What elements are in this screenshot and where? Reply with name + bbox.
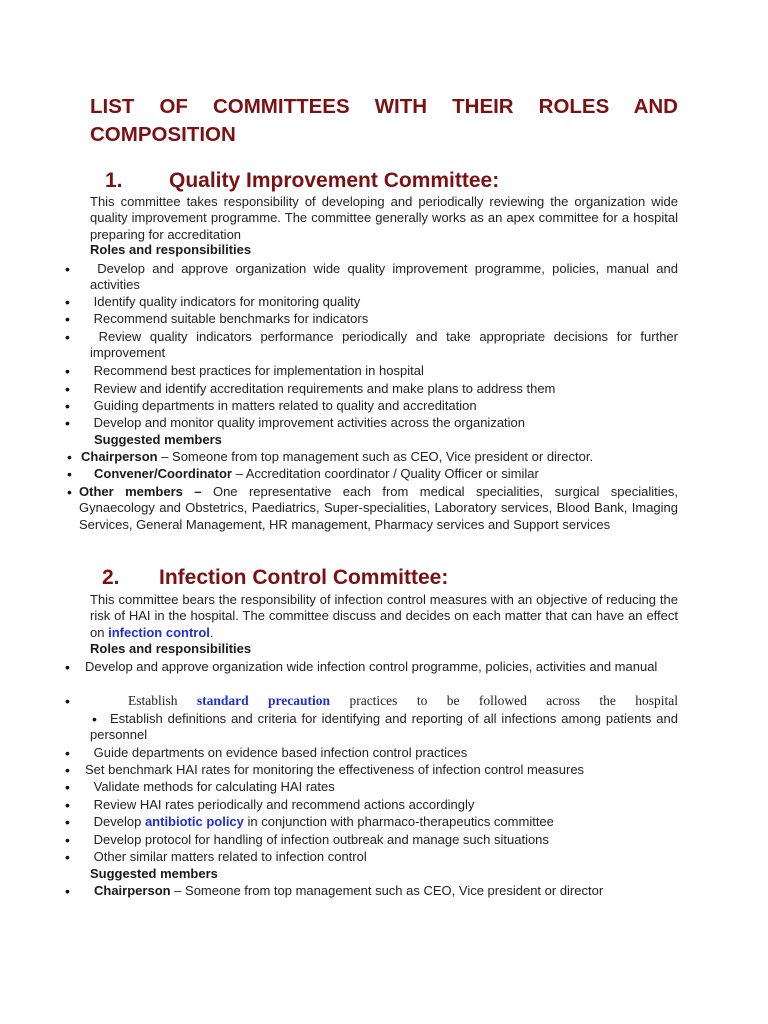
section-1-number: 1. xyxy=(105,169,123,192)
s2-role-1: Develop and approve organization wide infection control programme, policies, activities and manual xyxy=(85,659,658,674)
bullet: • xyxy=(67,466,72,482)
section-2-roles-heading: Roles and responsibilities xyxy=(90,641,252,656)
section-2-heading xyxy=(102,565,448,591)
s1-member-2-label: Convener/Coordinator xyxy=(94,466,232,481)
s1-role-2-text: Identify quality indicators for monitoring quality xyxy=(93,294,361,309)
s1-role-3 xyxy=(90,311,678,327)
bullet: • xyxy=(65,659,70,675)
s2-member-1-text: – Someone from top management such as CEO, Vice president or director xyxy=(170,883,604,898)
section-1-members-heading: Suggested members xyxy=(94,432,222,447)
section-1-intro: This committee takes responsibility of developing and periodically reviewing the organization wide quality improvement programme. The committee generally works as an apex committee for a hospital preparing for accreditation xyxy=(90,194,678,242)
s2-role-3: Establish definitions and criteria for identifying and reporting of all infections among patients and personnel xyxy=(90,711,678,743)
section-2-members-heading: Suggested members xyxy=(90,866,218,881)
s1-role-6-text: Review and identify accreditation requirements and make plans to address them xyxy=(93,381,556,396)
bullet: • xyxy=(65,797,70,813)
s2-role-10-text: Other similar matters related to infection control xyxy=(93,849,367,864)
s1-role-8 xyxy=(90,415,678,431)
s1-role-8-text: Develop and monitor quality improvement activities across the organization xyxy=(93,415,526,430)
bullet: • xyxy=(92,711,97,727)
s2-role-9 xyxy=(90,832,678,848)
s2-role-2-text-end: practices to be followed across the hospital xyxy=(330,693,678,708)
s2-role-5: Set benchmark HAI rates for monitoring the effectiveness of infection control measures xyxy=(85,762,585,777)
bullet: • xyxy=(65,814,70,830)
s2-role-6-text: Validate methods for calculating HAI rates xyxy=(93,779,335,794)
s1-member-1-text: – Someone from top management such as CEO, Vice president or director. xyxy=(157,449,594,464)
bullet: • xyxy=(65,832,70,848)
standard-precaution-link[interactable]: standard precaution xyxy=(196,693,331,708)
antibiotic-policy-link[interactable]: antibiotic policy xyxy=(144,814,244,829)
s2-role-4 xyxy=(90,745,678,761)
section-2-title: Infection Control Committee: xyxy=(159,566,449,589)
infection-control-link[interactable]: infection control xyxy=(108,624,210,640)
bullet: • xyxy=(65,849,70,865)
s1-member-3-label: Other members – xyxy=(79,484,202,499)
bullet: • xyxy=(65,762,70,778)
s2-role-6 xyxy=(90,779,678,795)
bullet: • xyxy=(65,311,70,327)
section-2-intro xyxy=(90,592,678,641)
s1-role-1-text: Develop and approve organization wide quality improvement programme, policies, manual and activities xyxy=(90,261,678,293)
s2-role-8-text-end: in conjunction with pharmaco-therapeutics committee xyxy=(243,814,554,829)
s1-role-7-text: Guiding departments in matters related to quality and accreditation xyxy=(93,398,477,413)
s2-role-7 xyxy=(90,797,678,813)
section-2-intro-end: . xyxy=(209,624,214,640)
s1-role-4-text: Review quality indicators performance periodically and take appropriate decisions for further improvement xyxy=(90,329,678,361)
bullet: • xyxy=(67,449,72,465)
s2-role-8-text: Develop xyxy=(93,814,145,829)
s1-role-3-text: Recommend suitable benchmarks for indicators xyxy=(93,311,369,326)
section-2-number: 2. xyxy=(102,566,120,589)
section-1-heading xyxy=(105,168,499,194)
bullet: • xyxy=(65,883,70,899)
s1-member-1 xyxy=(81,449,678,465)
s1-member-2-text: – Accreditation coordinator / Quality Officer or similar xyxy=(231,466,539,481)
bullet: • xyxy=(65,398,70,414)
s1-member-3 xyxy=(79,484,678,533)
s1-role-5 xyxy=(90,363,678,379)
s2-member-1-label: Chairperson xyxy=(94,883,171,898)
s2-role-8 xyxy=(90,814,678,830)
s2-role-2-text: Establish xyxy=(128,693,197,708)
s1-member-1-label: Chairperson xyxy=(81,449,158,464)
s2-role-10 xyxy=(90,849,678,865)
s1-role-4 xyxy=(90,329,678,362)
bullet: • xyxy=(65,381,70,397)
bullet: • xyxy=(67,484,72,500)
s2-role-9-text: Develop protocol for handling of infection outbreak and manage such situations xyxy=(93,832,549,847)
document-title: LIST OF COMMITTEES WITH THEIR ROLES AND COMPOSITION xyxy=(90,95,678,146)
s2-role-7-text: Review HAI rates periodically and recommend actions accordingly xyxy=(93,797,475,812)
bullet: • xyxy=(65,363,70,379)
s1-role-7 xyxy=(90,398,678,414)
bullet: • xyxy=(65,261,70,277)
bullet: • xyxy=(65,779,70,795)
bullet: • xyxy=(65,294,70,310)
s1-member-3-text: One representative each from medical specialities, surgical specialities, Gynaecology and Obstetrics, Paediatrics, Super-specialities, Laboratory services, Blood Bank, Imaging Services, General Management, HR management, Pharmacy services and Support services xyxy=(79,484,678,532)
bullet: • xyxy=(65,415,70,431)
section-2-intro-text: This committee bears the responsibility of infection control measures with an objective of reducing the risk of HAI in the hospital. The committee discuss and decides on each matter that can have an effect on xyxy=(90,592,678,640)
section-1-roles-heading: Roles and responsibilities xyxy=(90,242,252,257)
s2-member-1 xyxy=(94,883,678,899)
s1-role-1 xyxy=(90,261,678,294)
s1-role-2 xyxy=(90,294,678,310)
bullet: • xyxy=(65,693,70,709)
s2-role-4-text: Guide departments on evidence based infection control practices xyxy=(93,745,468,760)
s1-member-2 xyxy=(94,466,678,482)
s1-role-5-text: Recommend best practices for implementation in hospital xyxy=(93,363,424,378)
bullet: • xyxy=(65,745,70,761)
s2-role-2 xyxy=(128,693,678,709)
s1-role-6 xyxy=(90,381,678,397)
bullet: • xyxy=(65,329,70,345)
section-1-title: Quality Improvement Committee: xyxy=(169,169,500,192)
